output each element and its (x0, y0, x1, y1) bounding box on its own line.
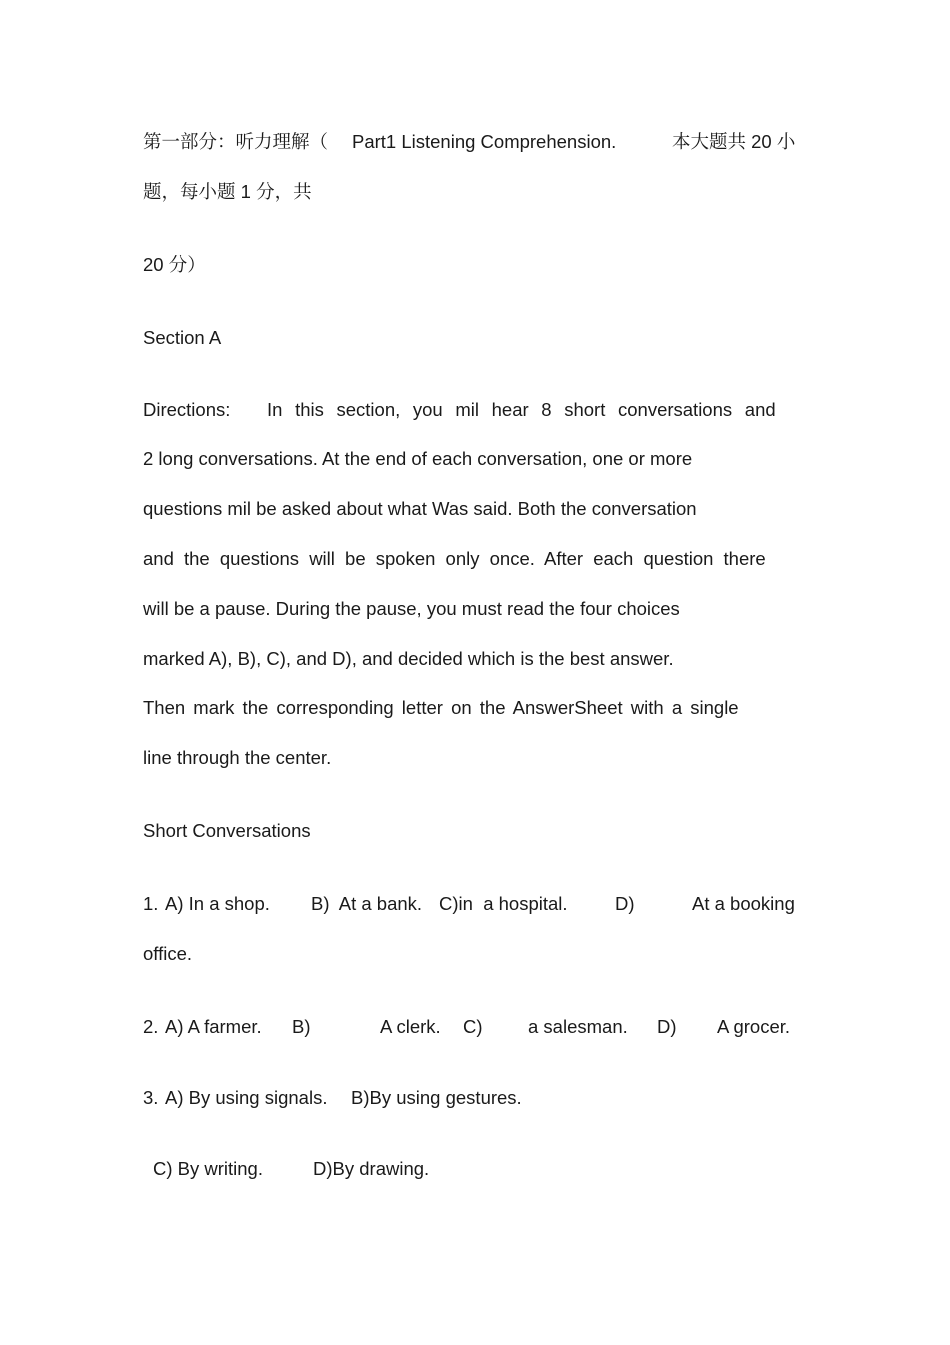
directions-label: Directions: (143, 399, 231, 420)
question-3-option-c: C) By writing. (153, 1158, 263, 1179)
question-3-line-2 (153, 1158, 430, 1246)
question-1-option-d-label: D) (615, 893, 635, 914)
question-1-number: 1. (143, 893, 159, 914)
directions-line-5: will be a pause. During the pause, you must read the four choices (143, 598, 680, 619)
question-3-option-a: A) By using signals. (165, 1087, 328, 1108)
section-title: Section A (143, 327, 222, 348)
question-1-option-d-text: At a booking (692, 893, 795, 914)
directions-line-7: Then mark the corresponding letter on the AnswerSheet with a single (143, 697, 739, 718)
question-1-option-b: B) At a bank. (311, 893, 423, 914)
question-2-option-d-label: D) (657, 1016, 677, 1037)
question-2-option-b-text: A clerk. (380, 1016, 441, 1037)
question-2-option-c-text: a salesman. (528, 1016, 628, 1037)
question-1-option-a: A) In a shop. (165, 893, 270, 914)
question-3-option-d: D)By drawing. (313, 1158, 430, 1179)
part-heading-cn: 第一部分：听力理解（ (143, 131, 329, 152)
part-heading-en: Part1 Listening Comprehension. (352, 131, 617, 152)
directions-line-8: line through the center. (143, 747, 332, 768)
question-2-option-d-text: A grocer. (717, 1016, 791, 1037)
question-3-number: 3. (143, 1087, 159, 1108)
question-2-option-a: A) A farmer. (165, 1016, 262, 1037)
directions-line-6: marked A), B), C), and D), and decided which is the best answer. (143, 648, 674, 669)
question-1-continuation: office. (143, 943, 193, 964)
directions-line-1-text: In this section, you mil hear 8 short conversations and (267, 399, 776, 420)
question-2-option-b-label: B) (292, 1016, 311, 1037)
question-3-option-b: B)By using gestures. (351, 1087, 522, 1108)
subsection-title: Short Conversations (143, 820, 311, 841)
directions-line-2: 2 long conversations. At the end of each conversation, one or more (143, 448, 693, 469)
question-2-number: 2. (143, 1016, 159, 1037)
part-heading-line-2: 题，每小题 1 分，共 (143, 181, 312, 202)
part-heading-count: 本大题共 20 小 (672, 131, 796, 152)
directions-line-3: questions mil be asked about what Was said. Both the conversation (143, 498, 697, 519)
directions-line-4: and the questions will be spoken only once. After each question there (143, 548, 766, 569)
part-heading-line-3: 20 分） (143, 254, 206, 275)
question-1-option-c: C)in a hospital. (439, 893, 568, 914)
question-2-option-c-label: C) (463, 1016, 483, 1037)
